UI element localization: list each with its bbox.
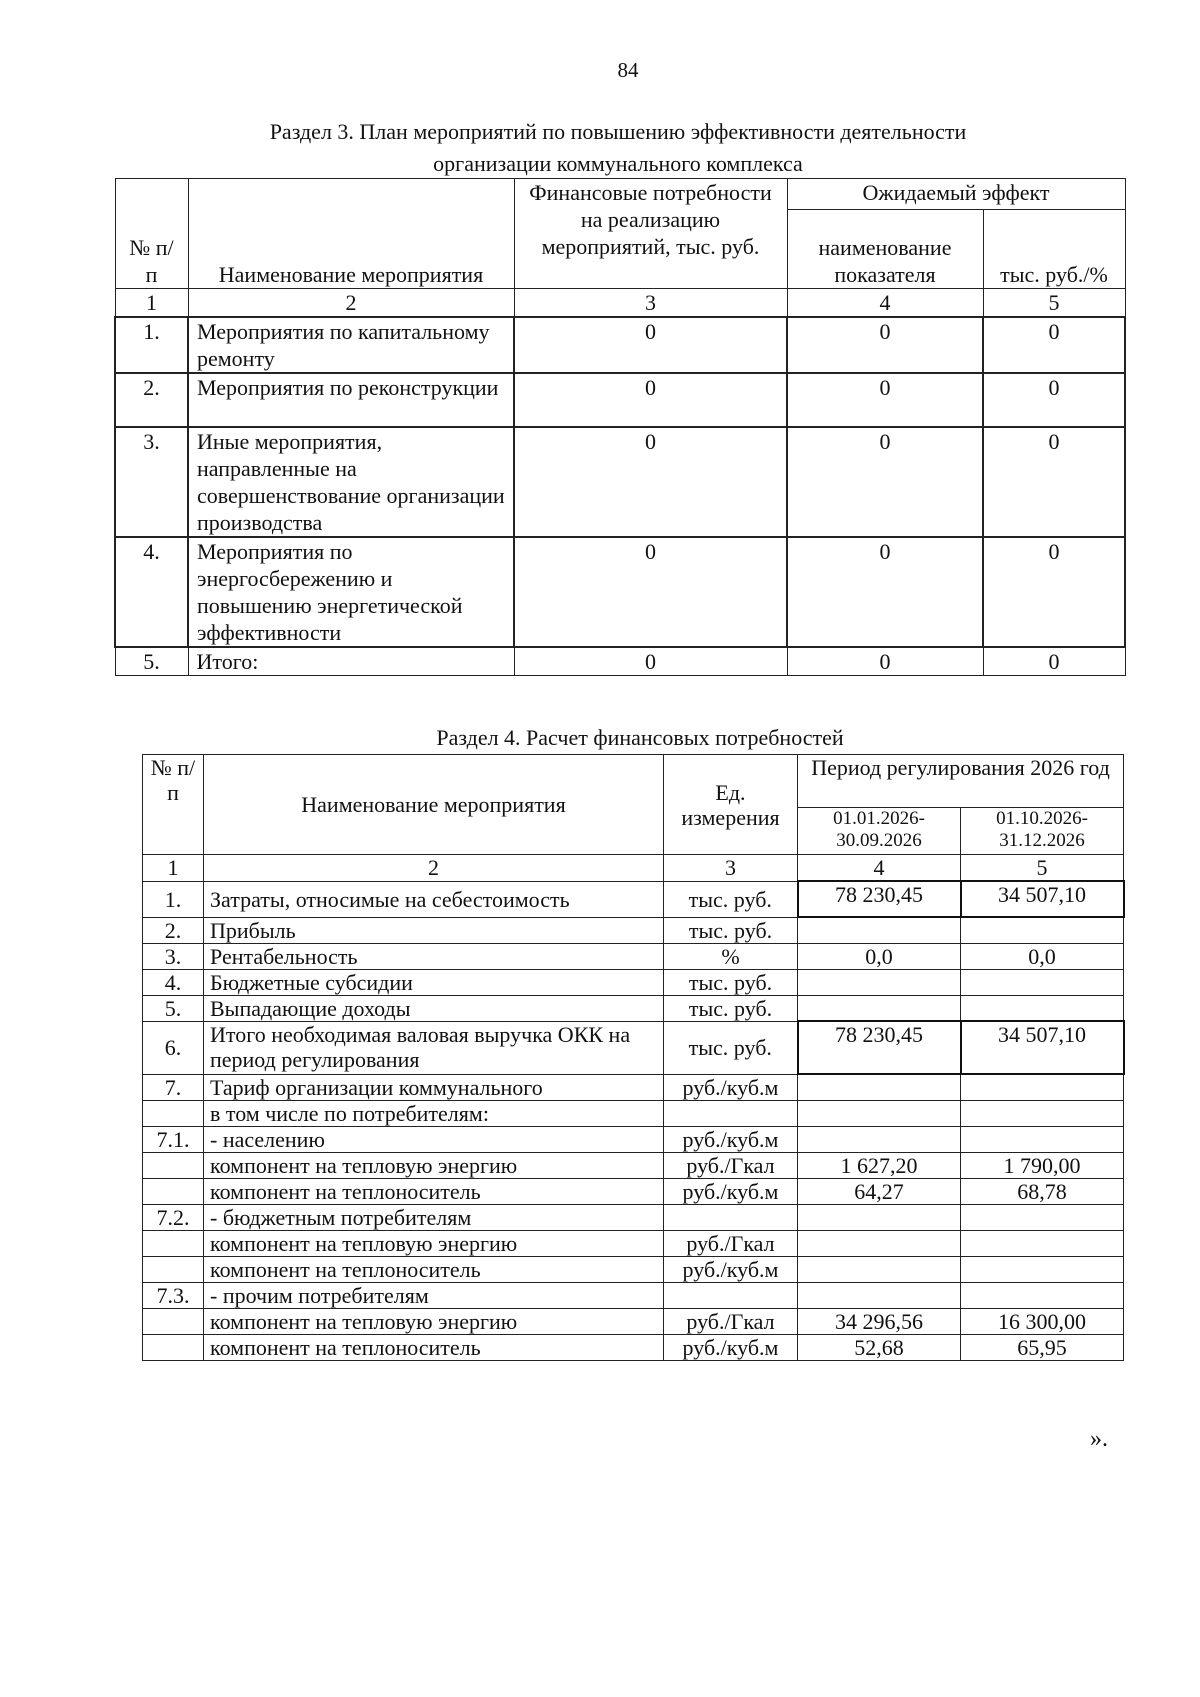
row-name: компонент на теплоноситель	[204, 1334, 664, 1360]
table-row	[143, 1230, 1124, 1256]
row-p1	[798, 1256, 961, 1282]
row-p2	[961, 1282, 1124, 1308]
row-num	[143, 1334, 204, 1360]
row-finance: 0	[514, 427, 787, 537]
row-p1	[798, 995, 961, 1021]
table-row	[143, 1308, 1124, 1334]
row-p1: 34 296,56	[798, 1308, 961, 1334]
row-num	[143, 1100, 204, 1126]
table-row	[143, 1074, 1124, 1100]
row-unit: руб./Гкал	[664, 1230, 798, 1256]
row-unit: руб./Гкал	[664, 1308, 798, 1334]
table-row	[115, 427, 1125, 537]
row-finance: 0	[514, 373, 787, 427]
colnum-2: 2	[204, 855, 664, 882]
row-name: Прибыль	[204, 917, 664, 943]
table-row	[143, 1126, 1124, 1152]
row-num: 7.2.	[143, 1204, 204, 1230]
closing-quote-mark: ».	[1090, 1426, 1108, 1452]
row-num	[143, 1152, 204, 1178]
row-name: компонент на тепловую энергию	[204, 1230, 664, 1256]
table-row	[143, 881, 1124, 917]
row-indicator: 0	[787, 317, 983, 373]
row-indicator: 0	[787, 647, 983, 676]
row-name: - бюджетным потребителям	[204, 1204, 664, 1230]
table-row	[115, 373, 1125, 427]
row-p2	[961, 917, 1124, 943]
colnum-4: 4	[798, 855, 961, 882]
row-num: 7.1.	[143, 1126, 204, 1152]
row-num	[143, 1178, 204, 1204]
row-unit	[664, 1204, 798, 1230]
row-unit	[664, 1100, 798, 1126]
row-name: Мероприятия по капитальному ремонту	[188, 317, 514, 373]
row-name: - населению	[204, 1126, 664, 1152]
row-finance: 0	[514, 317, 787, 373]
header-effect: Ожидаемый эффект	[787, 179, 1125, 210]
row-name: Тариф организации коммунального	[204, 1074, 664, 1100]
row-num: 5.	[115, 647, 188, 676]
header-indicator: наименование показателя	[787, 210, 983, 289]
colnum-5: 5	[983, 289, 1125, 318]
row-p2	[961, 1230, 1124, 1256]
row-value: 0	[983, 647, 1125, 676]
row-unit: руб./куб.м	[664, 1334, 798, 1360]
row-num: 2.	[143, 917, 204, 943]
section3-header-row	[115, 179, 1125, 210]
row-name: компонент на тепловую энергию	[204, 1152, 664, 1178]
row-indicator: 0	[787, 537, 983, 647]
table-row	[143, 1021, 1124, 1074]
table-row	[143, 1152, 1124, 1178]
row-p1: 78 230,45	[798, 881, 961, 917]
row-num: 4.	[115, 537, 188, 647]
row-p1: 0,0	[798, 943, 961, 969]
section4-table	[142, 754, 1125, 1361]
table-row-total	[115, 647, 1125, 676]
row-p1	[798, 1230, 961, 1256]
table-row	[143, 995, 1124, 1021]
row-unit: руб./Гкал	[664, 1152, 798, 1178]
row-name: Итого:	[188, 647, 514, 676]
header-name: Наименование мероприятия	[204, 755, 664, 855]
row-num: 1.	[143, 881, 204, 917]
table-row	[143, 1204, 1124, 1230]
header-name: Наименование мероприятия	[188, 179, 514, 289]
row-p1	[798, 1074, 961, 1100]
row-p2: 34 507,10	[961, 1021, 1124, 1074]
colnum-2: 2	[188, 289, 514, 318]
row-p1: 1 627,20	[798, 1152, 961, 1178]
header-num: № п/п	[115, 179, 188, 289]
table-row	[143, 1334, 1124, 1360]
row-name: Мероприятия по энергосбережению и повышению энергетической эффективности	[188, 537, 514, 647]
row-name: Бюджетные субсидии	[204, 969, 664, 995]
header-value: тыс. руб./%	[983, 210, 1125, 289]
row-unit: руб./куб.м	[664, 1256, 798, 1282]
row-p2	[961, 1074, 1124, 1100]
table-row	[143, 969, 1124, 995]
header-period-2: 01.10.2026-31.12.2026	[961, 808, 1124, 855]
row-num: 1.	[115, 317, 188, 373]
row-unit: тыс. руб.	[664, 881, 798, 917]
row-p1	[798, 1282, 961, 1308]
row-p2: 34 507,10	[961, 881, 1124, 917]
row-name: Рентабельность	[204, 943, 664, 969]
row-value: 0	[983, 427, 1125, 537]
row-p2: 68,78	[961, 1178, 1124, 1204]
table-row	[143, 1100, 1124, 1126]
row-unit: %	[664, 943, 798, 969]
row-name: в том числе по потребителям:	[204, 1100, 664, 1126]
row-name: Выпадающие доходы	[204, 995, 664, 1021]
row-unit: руб./куб.м	[664, 1074, 798, 1100]
row-num: 2.	[115, 373, 188, 427]
colnum-1: 1	[143, 855, 204, 882]
header-num: № п/п	[143, 755, 204, 855]
row-p1: 52,68	[798, 1334, 961, 1360]
row-name: компонент на тепловую энергию	[204, 1308, 664, 1334]
colnum-3: 3	[514, 289, 787, 318]
colnum-4: 4	[787, 289, 983, 318]
header-period: Период регулирования 2026 год	[798, 755, 1124, 808]
row-num: 3.	[143, 943, 204, 969]
row-finance: 0	[514, 647, 787, 676]
row-num: 7.	[143, 1074, 204, 1100]
row-name: Иные мероприятия, направленные на совершенствование организации производства	[188, 427, 514, 537]
row-num: 7.3.	[143, 1282, 204, 1308]
row-num	[143, 1256, 204, 1282]
row-unit: руб./куб.м	[664, 1178, 798, 1204]
row-p1	[798, 1100, 961, 1126]
row-name: компонент на теплоноситель	[204, 1256, 664, 1282]
section4-colnum-row	[143, 855, 1124, 882]
row-name: Затраты, относимые на себестоимость	[204, 881, 664, 917]
table-row	[143, 1282, 1124, 1308]
row-value: 0	[983, 537, 1125, 647]
row-p2	[961, 1100, 1124, 1126]
row-value: 0	[983, 373, 1125, 427]
row-finance: 0	[514, 537, 787, 647]
row-indicator: 0	[787, 427, 983, 537]
row-p2: 65,95	[961, 1334, 1124, 1360]
row-p1: 64,27	[798, 1178, 961, 1204]
row-p2	[961, 1126, 1124, 1152]
table-row	[115, 317, 1125, 373]
colnum-1: 1	[115, 289, 188, 318]
row-name: Мероприятия по реконструкции	[188, 373, 514, 427]
row-unit: тыс. руб.	[664, 969, 798, 995]
row-num: 5.	[143, 995, 204, 1021]
row-p2: 0,0	[961, 943, 1124, 969]
row-num: 3.	[115, 427, 188, 537]
row-value: 0	[983, 317, 1125, 373]
section3-table	[114, 178, 1126, 676]
page-number: 84	[617, 58, 639, 82]
header-finance: Финансовые потребности на реализацию мероприятий, тыс. руб.	[514, 179, 787, 289]
header-unit: Ед. измерения	[664, 755, 798, 855]
row-p1: 78 230,45	[798, 1021, 961, 1074]
row-p2: 1 790,00	[961, 1152, 1124, 1178]
row-p1	[798, 917, 961, 943]
row-p1	[798, 1126, 961, 1152]
row-num	[143, 1308, 204, 1334]
section3-title	[118, 116, 1118, 180]
row-unit	[664, 1282, 798, 1308]
row-p1	[798, 1204, 961, 1230]
row-name: компонент на теплоноситель	[204, 1178, 664, 1204]
section4-title: Раздел 4. Расчет финансовых потребностей	[436, 725, 844, 750]
row-p1	[798, 969, 961, 995]
row-p2	[961, 1256, 1124, 1282]
section3-title-line2: организации коммунального комплекса	[433, 151, 803, 176]
section4-header-row	[143, 755, 1124, 808]
row-p2: 16 300,00	[961, 1308, 1124, 1334]
section3-colnum-row	[115, 289, 1125, 318]
row-unit: тыс. руб.	[664, 917, 798, 943]
colnum-3: 3	[664, 855, 798, 882]
row-name: Итого необходимая валовая выручка ОКК на период регулирования	[204, 1021, 664, 1074]
table-row	[143, 917, 1124, 943]
table-row	[143, 943, 1124, 969]
row-num: 4.	[143, 969, 204, 995]
header-period-1: 01.01.2026-30.09.2026	[798, 808, 961, 855]
colnum-5: 5	[961, 855, 1124, 882]
row-p2	[961, 969, 1124, 995]
row-name: - прочим потребителям	[204, 1282, 664, 1308]
row-unit: тыс. руб.	[664, 1021, 798, 1074]
row-p2	[961, 1204, 1124, 1230]
section3-title-line1: Раздел 3. План мероприятий по повышению эффективности деятельности	[269, 119, 967, 144]
row-num	[143, 1230, 204, 1256]
table-row	[143, 1256, 1124, 1282]
table-row	[143, 1178, 1124, 1204]
row-indicator: 0	[787, 373, 983, 427]
row-unit: руб./куб.м	[664, 1126, 798, 1152]
row-unit: тыс. руб.	[664, 995, 798, 1021]
row-num: 6.	[143, 1021, 204, 1074]
table-row	[115, 537, 1125, 647]
row-p2	[961, 995, 1124, 1021]
